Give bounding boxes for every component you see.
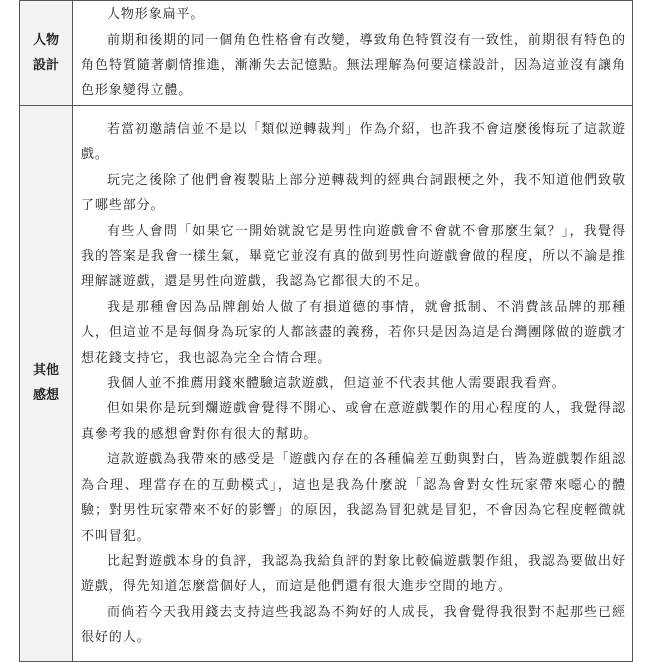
row-label-character-design: [20, 1, 73, 106]
paragraph: 而倘若今天我用錢去支持這些我認為不夠好的人成長，我會覺得我很對不起那些已經很好的人。: [81, 604, 626, 646]
paragraph: 我是那種會因為品牌創始人做了有損道德的事情，就會抵制、不消費該品牌的那種人，但這並不是每個身為玩家的人都該盡的義務，若你只是因為這是台灣團隊做的遊戲才想花錢支持它，我也認為完全合情合理。: [81, 299, 626, 366]
paragraph: 若當初邀請信並不是以「類似逆轉裁判」作為介紹，也許我不會這麼後悔玩了這款遊戲。: [81, 122, 626, 163]
review-table: [19, 0, 633, 662]
paragraph: 人物形象扁平。: [107, 7, 205, 23]
paragraph: 比起對遊戲本身的負評，我認為我給負評的對象比較偏遊戲製作組，我認為要做出好遊戲，得先知道怎麼當個好人，而這是他們還有很大進步空間的地方。: [81, 553, 626, 595]
table-row-other-thoughts: [20, 106, 633, 662]
paragraph: 這款遊戲為我帶來的感受是「遊戲內存在的各種偏差互動與對白，皆為遊戲製作組認為合理、理當存在的互動模式」，這也是我為什麼說「認為會對女性玩家帶來噁心的體驗；對男性玩家帶來不好的影響」的原因，我認為冒犯就是冒犯，不會因為它程度輕微就不叫冒犯。: [81, 452, 626, 544]
paragraph: 我個人並不推薦用錢來體驗這款遊戲，但這並不代表其他人需要跟我看齊。: [107, 376, 566, 392]
row-content-other-thoughts: [73, 106, 633, 662]
row-label-line: 設計: [32, 58, 59, 73]
paragraph: 前期和後期的同一個角色性格會有改變，導致角色特質沒有一致性，前期很有特色的角色特質隨著劇情推進，漸漸失去記憶點。無法理解為何要這樣設計，因為這並沒有讓角色形象變得立體。: [81, 32, 626, 99]
table-row-character-design: [20, 1, 633, 106]
row-label-line: 人物: [32, 33, 59, 48]
paragraph: 但如果你是玩到爛遊戲會覺得不開心、或會在意遊戲製作的用心程度的人，我覺得認真參考我的感想會對你有很大的幫助。: [81, 401, 626, 442]
row-label-line: 其他: [32, 363, 59, 379]
row-label-line: 感想: [32, 388, 59, 404]
row-label-other-thoughts: [20, 106, 73, 662]
paragraph: 玩完之後除了他們會複製貼上部分逆轉裁判的經典台詞跟梗之外，我不知道他們致敬了哪些部分。: [81, 172, 626, 214]
row-content-character-design: [73, 1, 633, 106]
paragraph: 有些人會問「如果它一開始就說它是男性向遊戲會不會就不會那麼生氣？」，我覺得我的答案是我會一樣生氣，畢竟它並沒有真的做到男性向遊戲會做的程度，所以不論是推理解謎遊戲，還是男性向遊戲，我認為它都很大的不足。: [81, 223, 626, 290]
